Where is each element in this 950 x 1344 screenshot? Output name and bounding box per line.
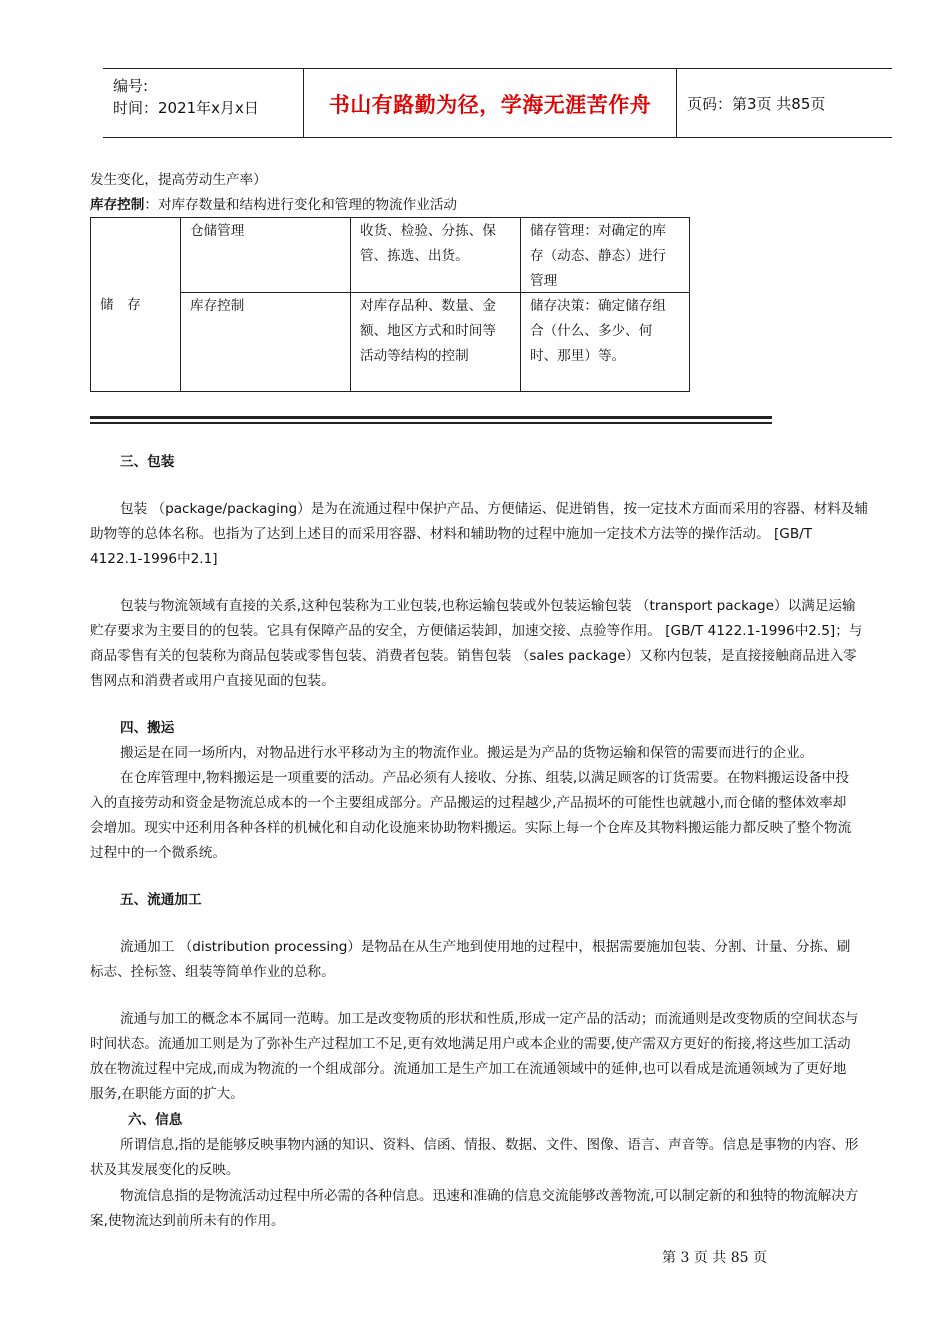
serial-label: 编号: [113, 77, 149, 95]
page-header [103, 68, 892, 138]
section-title: 五、流通加工 [120, 892, 202, 908]
cell-line: 合（什么、多少、何 [530, 323, 653, 339]
section-divider [90, 422, 772, 424]
paragraph-line: 时间状态。流通加工则是为了弥补生产过程加工不足,更有效地满足用户或本企业的需要,使产需双方更好的衔接,将这些加工活动 [90, 1036, 851, 1052]
section-title: 三、包装 [120, 454, 175, 470]
paragraph-line: 流通加工 （distribution processing）是物品在从生产地到使用地的过程中，根据需要施加包装、分割、计量、分拣、刷 [120, 939, 851, 955]
paragraph-line: 流通与加工的概念本不属同一范畴。加工是改变物质的形状和性质,形成一定产品的活动；而流通则是改变物质的空间状态与 [120, 1011, 859, 1027]
table-border [350, 217, 351, 392]
section-title: 六、信息 [128, 1112, 183, 1128]
header-divider [676, 69, 677, 137]
paragraph-line: 过程中的一个微系统。 [90, 845, 226, 861]
cell-line: 管理 [530, 273, 558, 289]
table-category: 储 存 [100, 297, 141, 313]
table-cell [530, 294, 666, 369]
cell-line: 存（动态、静态）进行 [530, 248, 666, 264]
table-border [689, 217, 690, 392]
header-page-label: 页码：第3页 共85页 [687, 95, 826, 113]
page-footer: 第 3 页 共 85 页 [662, 1250, 767, 1266]
paragraph-line: 4122.1-1996中2.1] [90, 551, 218, 567]
table-cell [360, 219, 496, 269]
paragraph-line: 会增加。现实中还利用各种各样的机械化和自动化设施来协助物料搬运。实际上每一个仓库及其物料搬运能力都反映了整个物流 [90, 820, 852, 836]
cell-line: 收货、检验、分拣、保 [360, 223, 496, 239]
cell-line: 储存管理：对确定的库 [530, 223, 666, 239]
paragraph-line: 包装与物流领域有直接的关系,这种包装称为工业包装,也称运输包装或外包装运输包装 （transport package）以满足运输 [120, 598, 856, 614]
paragraph-line: 状及其发展变化的反映。 [90, 1162, 240, 1178]
paragraph-line: 贮存要求为主要目的的包装。它具有保障产品的安全，方便储运装卸，加速交接、点验等作用。 [GB/T 4122.1-1996中2.5]；与 [90, 623, 863, 639]
table-cell: 仓储管理 [190, 223, 245, 239]
paragraph-line: 在仓库管理中,物料搬运是一项重要的活动。产品必须有人接收、分拣、组装,以满足顾客的订货需要。在物料搬运设备中投 [120, 770, 850, 786]
table-cell: 库存控制 [190, 298, 245, 314]
paragraph-line: 标志、拴标签、组装等简单作业的总称。 [90, 964, 335, 980]
table-border [90, 217, 91, 392]
header-meta [113, 75, 259, 119]
paragraph-line: 物流信息指的是物流活动过程中所必需的各种信息。迅速和准确的信息交流能够改善物流,可以制定新的和独特的物流解决方 [120, 1188, 859, 1204]
table-border [180, 217, 181, 392]
paragraph-line: 售网点和消费者或用户直接见面的包装。 [90, 673, 335, 689]
table-cell [360, 294, 496, 369]
inventory-def: ：对库存数量和结构进行变化和管理的物流作业活动 [144, 197, 458, 213]
table-border [520, 217, 521, 392]
intro-line: 发生变化，提高劳动生产率） [90, 172, 267, 188]
cell-line: 储存决策：确定储存组 [530, 298, 666, 314]
paragraph-line: 服务,在职能方面的扩大。 [90, 1086, 244, 1102]
paragraph-line: 案,使物流达到前所未有的作用。 [90, 1213, 285, 1229]
section-divider [90, 416, 772, 419]
section-title: 四、搬运 [120, 720, 175, 736]
time-label: 时间：2021年x月x日 [113, 99, 259, 117]
cell-line: 管、拣选、出货。 [360, 248, 469, 264]
paragraph-line: 助物等的总体名称。也指为了达到上述目的而采用容器、材料和辅助物的过程中施加一定技术方法等的操作活动。 [GB/T [90, 526, 813, 542]
paragraph-line: 入的直接劳动和资金是物流总成本的一个主要组成部分。产品搬运的过程越少,产品损坏的可能性也就越小,而仓储的整体效率却 [90, 795, 847, 811]
paragraph-line: 包装 （package/packaging）是为在流通过程中保护产品、方便储运、促进销售，按一定技术方面而采用的容器、材料及辅 [120, 501, 869, 517]
cell-line: 额、地区方式和时间等 [360, 323, 496, 339]
cell-line: 对库存品种、数量、金 [360, 298, 496, 314]
paragraph-line: 搬运是在同一场所内，对物品进行水平移动为主的物流作业。搬运是为产品的货物运输和保管的需要而进行的企业。 [120, 745, 814, 761]
cell-line: 活动等结构的控制 [360, 348, 469, 364]
table-cell [530, 219, 666, 294]
inventory-term: 库存控制 [90, 197, 145, 213]
paragraph-line: 放在物流过程中完成,而成为物流的一个组成部分。流通加工是生产加工在流通领域中的延伸,也可以看成是流通领域为了更好地 [90, 1061, 847, 1077]
paragraph-line: 商品零售有关的包装称为商品包装或零售包装、消费者包装。销售包装 （sales package）又称内包装，是直接接触商品进入零 [90, 648, 857, 664]
paragraph-line: 所谓信息,指的是能够反映事物内涵的知识、资料、信函、情报、数据、文件、图像、语言、声音等。信息是事物的内容、形 [120, 1137, 859, 1153]
inventory-definition [90, 193, 457, 218]
header-motto: 书山有路勤为径，学海无涯苦作舟 [328, 93, 652, 117]
cell-line: 时、那里）等。 [530, 348, 626, 364]
